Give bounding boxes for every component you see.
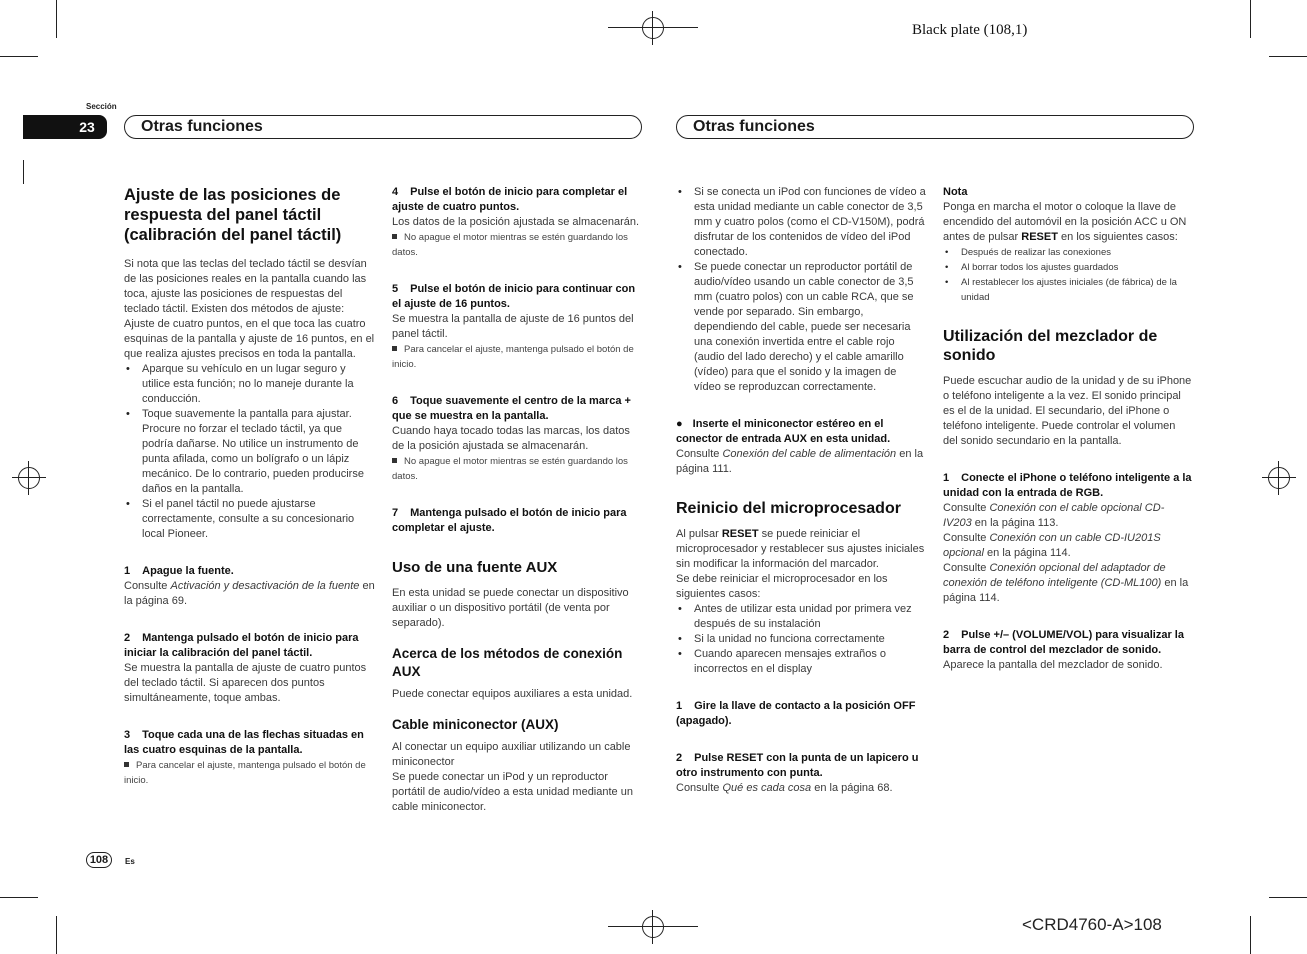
step-1-title: 1 Apague la fuente. bbox=[124, 565, 234, 577]
registration-mark bbox=[1262, 461, 1296, 495]
aux-methods-body: Puede conectar equipos auxiliares a esta unidad. bbox=[392, 688, 633, 700]
cross-reference: Qué es cada cosa bbox=[722, 782, 812, 794]
step-6-note: No apague el motor mientras se estén guardando los datos. bbox=[392, 456, 628, 482]
list-item: • Antes de utilizar esta unidad por primera vez después de su instalación bbox=[676, 602, 926, 632]
crop-mark bbox=[0, 897, 38, 898]
aux-bullets bbox=[676, 185, 926, 395]
column-2 bbox=[392, 185, 642, 815]
reset-intro: Al pulsar RESET se puede reiniciar el microprocesador y restablecer sus ajustes iniciales sin modificar la información del marcador. bbox=[676, 528, 925, 570]
list-item: • Se puede conectar un reproductor portátil de audio/vídeo usando un cable conector de 3,5 mm (cuatro polos) con un cable RCA, que se vende por separado. Sin embargo, dependiendo del cable, puede ser necesaria una conexión invertida entre el cable rojo (audio del lado derecho) y el cable amarillo (vídeo) para que el sonido y la imagen de vídeo se reproduzcan correctamente. bbox=[676, 260, 926, 395]
crop-mark bbox=[1250, 0, 1251, 38]
list-item: • Al restablecer los ajustes iniciales (de fábrica) de la unidad bbox=[943, 275, 1193, 305]
section-label: Sección bbox=[86, 102, 117, 111]
reset-step-1-title: 1 Gire la llave de contacto a la posición OFF (apagado). bbox=[676, 700, 916, 727]
list-item: • Si la unidad no funciona correctamente bbox=[676, 632, 926, 647]
cross-reference: Conexión con el cable opcional CD-IV203 bbox=[943, 502, 1165, 529]
header-pill-right bbox=[676, 115, 1194, 139]
list-item: • Toque suavemente la pantalla para ajustar. Procure no forzar el teclado táctil, ya que podría dañarse. No utilice un instrumento de punta afilada, como un bolígrafo o un lápiz mecánico. De lo contrario, pueden producirse daños en la pantalla. bbox=[124, 407, 376, 497]
header-pill-left bbox=[124, 115, 642, 139]
header-title-right: Otras funciones bbox=[693, 118, 815, 135]
step-6-body: Cuando haya tocado todas las marcas, los datos de la posición ajustada se almacenarán. bbox=[392, 425, 630, 452]
calibration-intro: Si nota que las teclas del teclado táctil se desvían de las posiciones reales en la pantalla cuando las toca, ajuste las posiciones de respuestas del teclado táctil. Existen dos métodos de ajuste: Ajuste de cuatro puntos, en el que toca las cuatro esquinas de la pantalla y ajuste de 16 puntos, en el que realiza ajustes precisos en toda la pantalla. bbox=[124, 258, 375, 360]
note-label: Nota bbox=[943, 186, 968, 198]
square-bullet-icon bbox=[392, 234, 397, 239]
mixer-step-2-body: Aparece la pantalla del mezclador de sonido. bbox=[943, 659, 1163, 671]
reset-heading: Reinicio del microprocesador bbox=[676, 500, 901, 517]
mixer-step-1-ref-2: Consulte Conexión con un cable CD-IU201S opcional en la página 114. bbox=[943, 532, 1161, 559]
mixer-step-1-title: 1 Conecte el iPhone o teléfono inteligente a la unidad con la entrada de RGB. bbox=[943, 472, 1192, 499]
mini-cable-body-1: Al conectar un equipo auxiliar utilizando un cable miniconector bbox=[392, 741, 631, 768]
note-bullets bbox=[943, 245, 1193, 305]
column-4 bbox=[943, 185, 1193, 673]
reset-bullets bbox=[676, 602, 926, 677]
cross-reference: Conexión opcional del adaptador de conexión de teléfono inteligente (CD-ML100) bbox=[943, 562, 1166, 589]
registration-mark bbox=[12, 461, 46, 495]
calibration-bullets bbox=[124, 362, 376, 542]
insert-step-body: Consulte Conexión del cable de alimentación en la página 111. bbox=[676, 448, 924, 475]
note-body: Ponga en marcha el motor o coloque la llave de encendido del automóvil en la posición ACC u ON antes de pulsar RESET en los siguientes casos: bbox=[943, 201, 1187, 243]
calibration-heading: Ajuste de las posiciones de respuesta del panel táctil (calibración del panel táctil) bbox=[124, 186, 342, 244]
crop-mark bbox=[56, 916, 57, 954]
aux-methods-heading: Acerca de los métodos de conexión AUX bbox=[392, 646, 623, 679]
list-item: • Al borrar todos los ajustes guardados bbox=[943, 260, 1193, 275]
step-4-note: No apague el motor mientras se estén guardando los datos. bbox=[392, 232, 628, 258]
step-3-title: 3 Toque cada una de las flechas situadas en las cuatro esquinas de la pantalla. bbox=[124, 729, 364, 756]
page-language: Es bbox=[125, 857, 135, 866]
step-5-body: Se muestra la pantalla de ajuste de 16 puntos del panel táctil. bbox=[392, 313, 634, 340]
list-item: • Si se conecta un iPod con funciones de vídeo a esta unidad mediante un cable conector de 3,5 mm y cuatro polos (como el CD-V150M), podrá disfrutar de los contenidos de vídeo del iPod conectado. bbox=[676, 185, 926, 260]
square-bullet-icon bbox=[392, 346, 397, 351]
aux-heading: Uso de una fuente AUX bbox=[392, 559, 558, 576]
square-bullet-icon bbox=[392, 458, 397, 463]
mini-cable-heading: Cable miniconector (AUX) bbox=[392, 717, 559, 732]
crop-mark bbox=[56, 0, 57, 38]
mixer-step-2-title: 2 Pulse +/– (VOLUME/VOL) para visualizar la barra de control del mezclador de sonido. bbox=[943, 629, 1184, 656]
cross-reference: Activación y desactivación de la fuente bbox=[170, 580, 360, 592]
reset-step-2-body: Consulte Qué es cada cosa en la página 68. bbox=[676, 782, 893, 794]
step-3-note: Para cancelar el ajuste, mantenga pulsado el botón de inicio. bbox=[124, 760, 366, 786]
mixer-step-1-ref-1: Consulte Conexión con el cable opcional CD-IV203 en la página 113. bbox=[943, 502, 1165, 529]
plate-label: Black plate (108,1) bbox=[912, 22, 1028, 38]
step-6-title: 6 Toque suavemente el centro de la marca + que se muestra en la pantalla. bbox=[392, 395, 631, 422]
mixer-heading: Utilización del mezclador de sonido bbox=[943, 328, 1158, 364]
crop-mark bbox=[1269, 56, 1307, 57]
step-7-title: 7 Mantenga pulsado el botón de inicio para completar el ajuste. bbox=[392, 507, 627, 534]
section-number: 23 bbox=[79, 119, 95, 135]
document-code: <CRD4760-A>108 bbox=[1022, 915, 1162, 934]
step-4-title: 4 Pulse el botón de inicio para completar el ajuste de cuatro puntos. bbox=[392, 186, 628, 213]
crop-mark bbox=[0, 56, 38, 57]
reset-cases: Se debe reiniciar el microprocesador en los siguientes casos: bbox=[676, 573, 888, 600]
list-item: • Si el panel táctil no puede ajustarse correctamente, consulte a su concesionario local Pioneer. bbox=[124, 497, 376, 542]
aux-body: En esta unidad se puede conectar un dispositivo auxiliar o un dispositivo portátil (de venta por separado). bbox=[392, 587, 629, 629]
list-item: • Después de realizar las conexiones bbox=[943, 245, 1193, 260]
step-5-title: 5 Pulse el botón de inicio para continuar con el ajuste de 16 puntos. bbox=[392, 283, 636, 310]
solid-bullet-icon: ● bbox=[676, 418, 683, 430]
reset-step-2-title: 2 Pulse RESET con la punta de un lapicero u otro instrumento con punta. bbox=[676, 752, 919, 779]
section-badge bbox=[23, 115, 107, 139]
column-3 bbox=[676, 185, 926, 796]
page-number: 108 bbox=[86, 852, 112, 868]
mixer-step-1-ref-3: Consulte Conexión opcional del adaptador de conexión de teléfono inteligente (CD-ML100) en la página 114. bbox=[943, 562, 1189, 604]
crop-mark bbox=[23, 160, 24, 184]
step-1-body: Consulte Activación y desactivación de la fuente en la página 69. bbox=[124, 580, 375, 607]
registration-mark bbox=[636, 910, 670, 944]
step-5-note: Para cancelar el ajuste, mantenga pulsado el botón de inicio. bbox=[392, 344, 634, 370]
insert-step-title: ● Inserte el miniconector estéreo en el conector de entrada AUX en esta unidad. bbox=[676, 418, 891, 445]
crop-mark bbox=[1269, 897, 1307, 898]
cross-reference: Conexión con un cable CD-IU201S opcional bbox=[943, 532, 1161, 559]
step-4-body: Los datos de la posición ajustada se almacenarán. bbox=[392, 216, 640, 228]
list-item: • Cuando aparecen mensajes extraños o incorrectos en el display bbox=[676, 647, 926, 677]
mini-cable-body-2: Se puede conectar un iPod y un reproductor portátil de audio/vídeo a esta unidad mediante un cable miniconector. bbox=[392, 771, 633, 813]
header-title-left: Otras funciones bbox=[141, 118, 263, 135]
step-2-title: 2 Mantenga pulsado el botón de inicio para iniciar la calibración del panel táctil. bbox=[124, 632, 359, 659]
step-2-body: Se muestra la pantalla de ajuste de cuatro puntos del teclado táctil. Si aparecen dos puntos simultáneamente, toque ambas. bbox=[124, 662, 367, 704]
list-item: • Aparque su vehículo en un lugar seguro y utilice esta función; no lo maneje durante la conducción. bbox=[124, 362, 376, 407]
registration-mark bbox=[636, 11, 670, 45]
cross-reference: Conexión del cable de alimentación bbox=[722, 448, 897, 460]
column-1 bbox=[124, 185, 376, 788]
mixer-body: Puede escuchar audio de la unidad y de su iPhone o teléfono inteligente a la vez. El sonido principal es el de la unidad. El secundario, del iPhone o teléfono inteligente. Puede controlar el volumen del sonido secundario en la pantalla. bbox=[943, 375, 1192, 447]
square-bullet-icon bbox=[124, 762, 129, 767]
crop-mark bbox=[1250, 916, 1251, 954]
